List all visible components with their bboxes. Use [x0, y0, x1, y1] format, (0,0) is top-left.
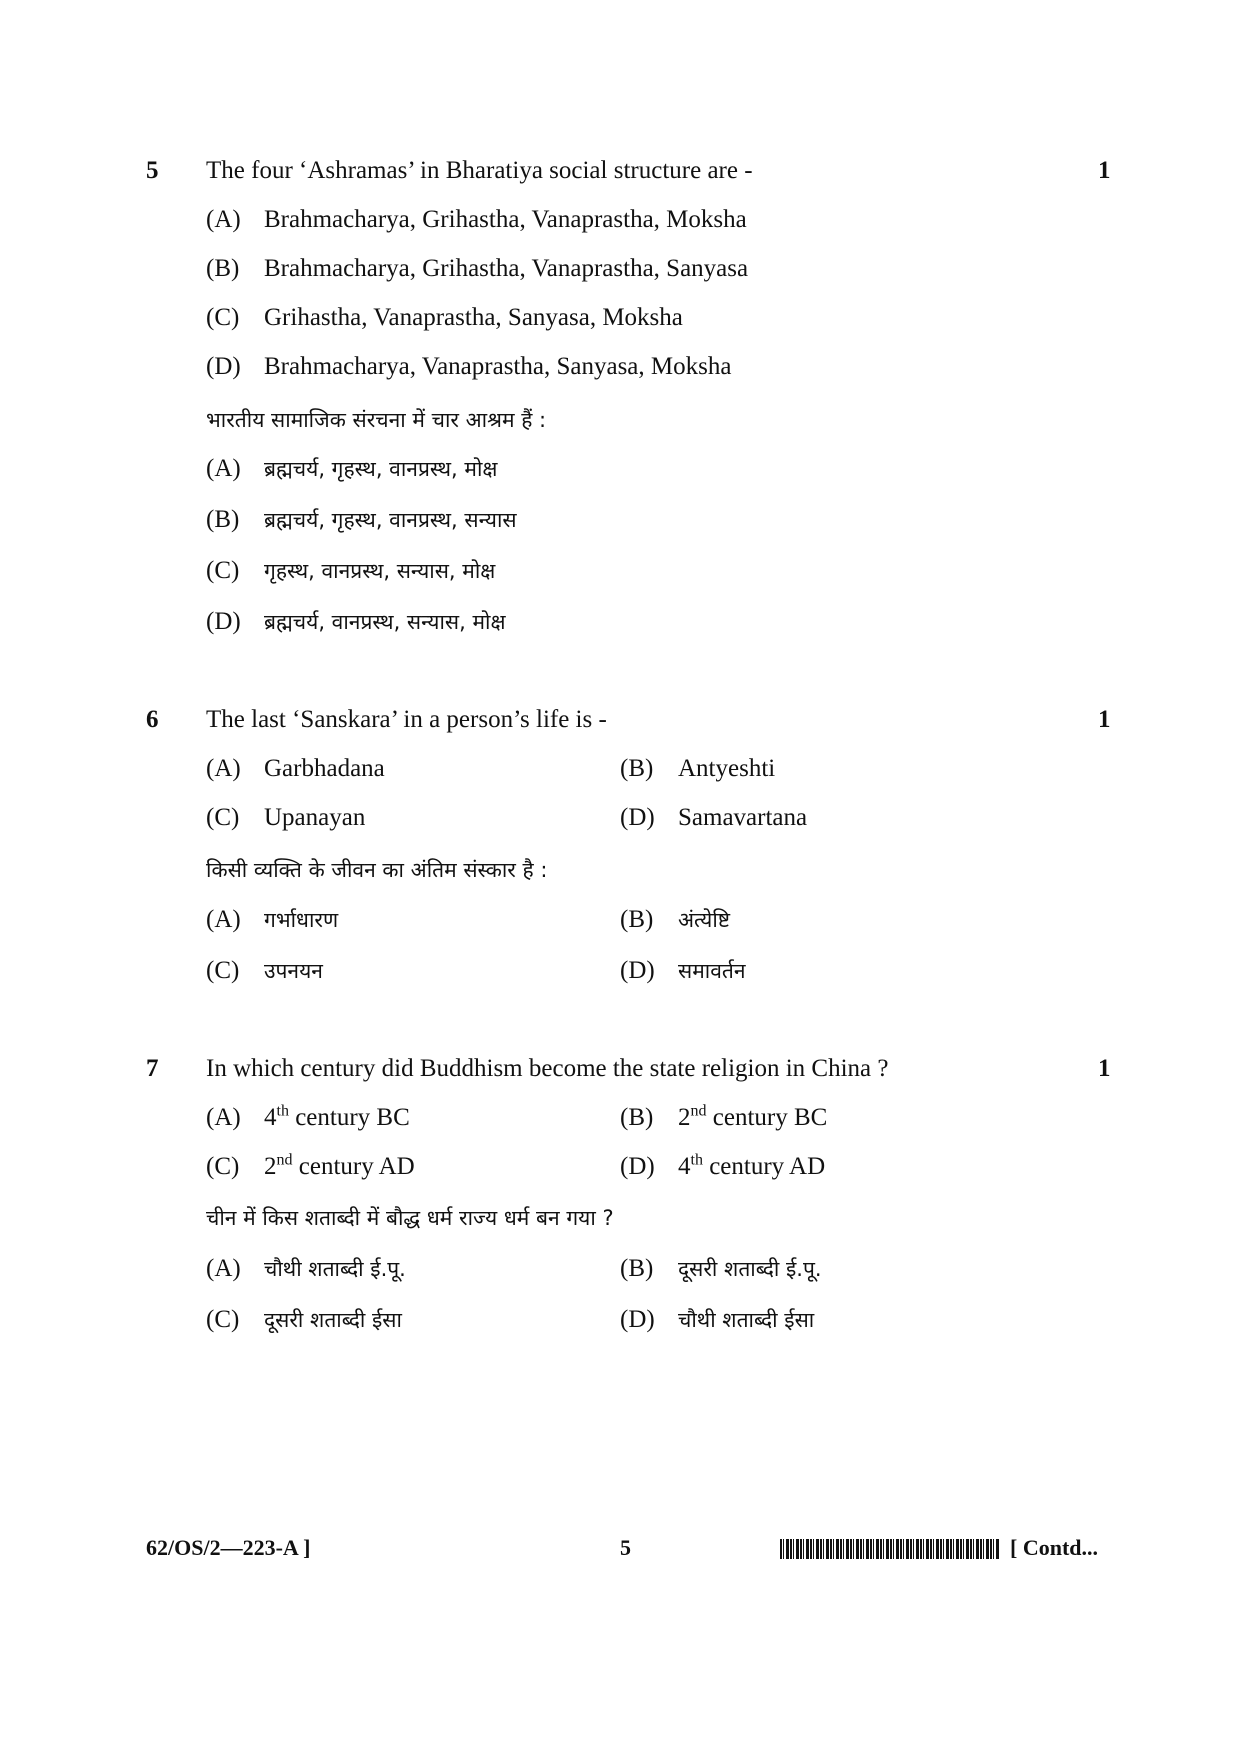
question-text: In which century did Buddhism become the state religion in China ? [206, 1055, 889, 1082]
option-c-hindi: (C) दूसरी शताब्दी ईसा [206, 1306, 402, 1333]
option-d-hindi: (D) ब्रह्मचर्य, वानप्रस्थ, सन्यास, मोक्ष [206, 608, 506, 635]
option-d-hindi: (D) समावर्तन [620, 957, 746, 984]
question-marks: 1 [1098, 1055, 1111, 1082]
question-number: 7 [146, 1055, 159, 1082]
question-text: The last ‘Sanskara’ in a person’s life is - [206, 706, 607, 733]
option-b-hindi: (B) अंत्येष्टि [620, 906, 731, 933]
question-text: The four ‘Ashramas’ in Bharatiya social structure are - [206, 157, 753, 184]
option-d: (D) Samavartana [620, 804, 808, 831]
question-5-header [0, 157, 1240, 197]
option-c: (C) Grihastha, Vanaprastha, Sanyasa, Moksha [206, 304, 683, 331]
question-marks: 1 [1098, 157, 1111, 184]
option-b: (B) Brahmacharya, Grihastha, Vanaprastha, Sanyasa [206, 255, 749, 282]
option-a-hindi: (A) ब्रह्मचर्य, गृहस्थ, वानप्रस्थ, मोक्ष [206, 455, 498, 482]
question-text-hindi: चीन में किस शताब्दी में बौद्ध धर्म राज्य धर्म बन गया ? [206, 1206, 614, 1230]
option-a-hindi: (A) गर्भाधारण [206, 906, 339, 933]
option-b: (B) 2nd century BC [620, 1102, 828, 1131]
option-a: (A) Garbhadana [206, 755, 385, 782]
option-c: (C) Upanayan [206, 804, 366, 831]
option-b-hindi: (B) ब्रह्मचर्य, गृहस्थ, वानप्रस्थ, सन्यास [206, 506, 517, 533]
option-c-hindi: (C) गृहस्थ, वानप्रस्थ, सन्यास, मोक्ष [206, 557, 496, 584]
question-7-header [0, 1055, 1240, 1095]
continued-label: [ Contd... [1010, 1535, 1099, 1560]
option-a: (A) 4th century BC [206, 1102, 410, 1131]
paper-code: 62/OS/2—223-A ] [146, 1535, 311, 1560]
option-d: (D) 4th century AD [620, 1151, 826, 1180]
question-number: 6 [146, 706, 159, 733]
page-footer [0, 1535, 1240, 1575]
option-c: (C) 2nd century AD [206, 1151, 415, 1180]
question-number: 5 [146, 157, 159, 184]
option-c-hindi: (C) उपनयन [206, 957, 323, 984]
question-text-hindi: किसी व्यक्ति के जीवन का अंतिम संस्कार है : [206, 858, 548, 882]
option-a: (A) Brahmacharya, Grihastha, Vanaprastha, Moksha [206, 206, 747, 233]
option-d-hindi: (D) चौथी शताब्दी ईसा [620, 1306, 815, 1333]
page-number: 5 [620, 1535, 631, 1560]
option-a-hindi: (A) चौथी शताब्दी ई.पू. [206, 1255, 406, 1282]
option-b-hindi: (B) दूसरी शताब्दी ई.पू. [620, 1255, 822, 1282]
question-text-hindi: भारतीय सामाजिक संरचना में चार आश्रम हैं : [206, 408, 547, 432]
option-d: (D) Brahmacharya, Vanaprastha, Sanyasa, Moksha [206, 353, 732, 380]
barcode-icon [780, 1539, 1000, 1559]
option-b: (B) Antyeshti [620, 755, 776, 782]
question-6-header [0, 706, 1240, 746]
question-marks: 1 [1098, 706, 1111, 733]
